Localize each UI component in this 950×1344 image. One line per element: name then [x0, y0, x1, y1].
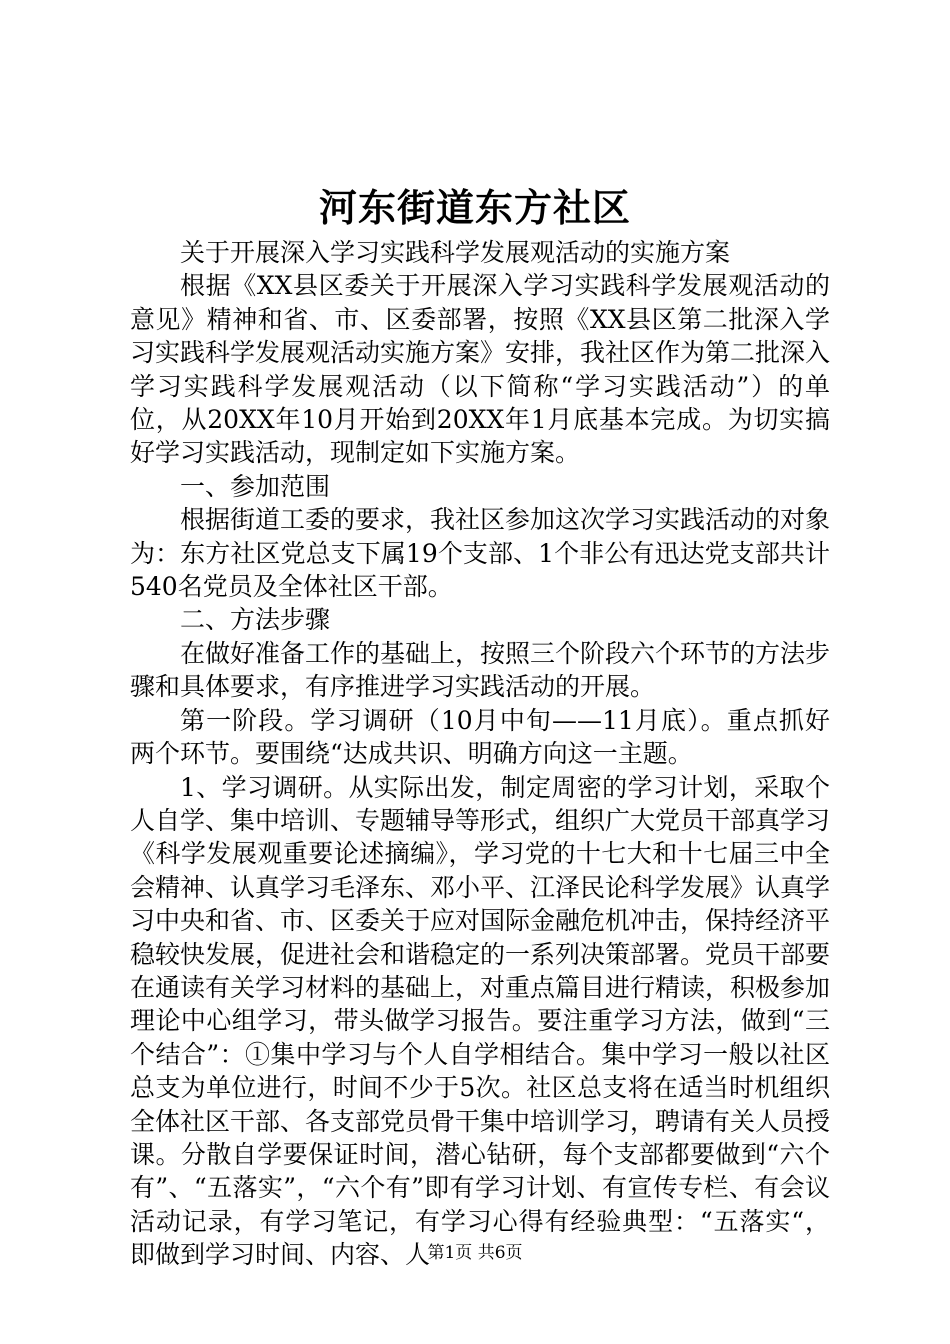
document-title: 河东街道东方社区 — [318, 185, 631, 230]
page-footer: 第1页 共6页 — [427, 1243, 523, 1263]
paragraph-stage-one: 第一阶段。学习调研（10月中旬——11月底）。重点抓好两个环节。要围绕“达成共识、明确方向这一主题。 — [130, 705, 830, 769]
paragraph-study-research: 1、学习调研。从实际出发，制定周密的学习计划，采取个人自学、集中培训、专题辅导等形式，组织广大党员干部真学习《科学发展观重要论述摘编》，学习党的十七大和十七届三中全会精神、认真学习毛泽东、邓小平、江泽民论科学发展》认真学习中央和省、市、区委关于应对国际金融危机冲击，保持经济平稳较快发展，促进社会和谐稳定的一系列决策部署。党员干部要在通读有关学习材料的基础上，对重点篇目进行精读，积极参加理论中心组学习，带头做学习报告。要注重学习方法，做到“三个结合”：①集中学习与个人自学相结合。集中学习一般以社区总支为单位进行，时间不少于5次。社区总支将在适当时机组织全体社区干部、各支部党员骨干集中培训学习，聘请有关人员授课。分散自学要保证时间，潜心钻研，每个支部都要做到“六个有”、“五落实”，“六个有”即有学习计划、有宣传专栏、有会议活动记录，有学习笔记，有学习心得有经验典型：“五落实“，即做到学习时间、内容、人 — [130, 772, 831, 1270]
paragraph-scope: 根据街道工委的要求，我社区参加这次学习实践活动的对象为：东方社区党总支下属19个支部、1个非公有迅达党支部共计540名党员及全体社区干部。 — [130, 505, 831, 602]
paragraph-intro: 根据《XX县区委关于开展深入学习实践科学发展观活动的意见》精神和省、市、区委部署，按照《XX县区第二批深入学习实践科学发展观活动实施方案》安排，我社区作为第二批深入学习实践科学发展观活动（以下简称“学习实践活动”）的单位，从20XX年10月开始到20XX年1月底基本完成。为切实搞好学习实践活动，现制定如下实施方案。 — [130, 271, 831, 468]
document-body — [130, 236, 830, 1272]
paragraph-subtitle: 关于开展深入学习实践科学发展观活动的实施方案 — [180, 238, 731, 267]
section-heading-steps: 二、方法步骤 — [180, 605, 331, 635]
paragraph-steps: 在做好准备工作的基础上，按照三个阶段六个环节的方法步骤和具体要求，有序推进学习实践活动的开展。 — [130, 638, 831, 702]
section-heading-scope: 一、参加范围 — [180, 471, 331, 501]
